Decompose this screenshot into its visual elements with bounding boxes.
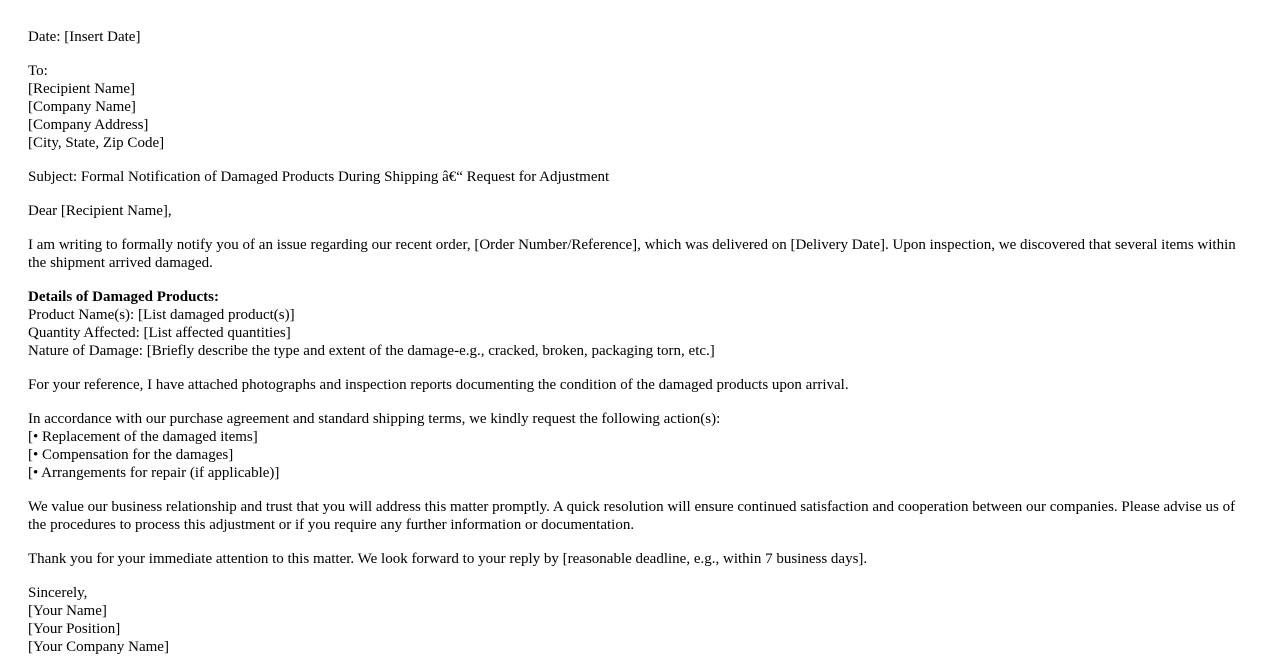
request-section [28, 410, 1250, 482]
recipient-company: [Company Name] [28, 99, 136, 115]
reference-paragraph [28, 376, 1250, 394]
closing-company: [Your Company Name] [28, 639, 169, 655]
request-item: [• Replacement of the damaged items] [28, 429, 258, 445]
date-section [28, 28, 1250, 46]
to-label: To: [28, 63, 48, 79]
closing-block [28, 584, 1250, 656]
value-text: We value our business relationship and trust that you will address this matter promptly. A quick resolution will ensure continued satisfaction and cooperation between our companies. Please advise us of the procedures to process this adjustment or if you require any further information or documentation. [28, 499, 1236, 533]
subject-line: Subject: Formal Notification of Damaged Products During Shipping â€“ Request for Adjustment [28, 169, 610, 185]
details-section [28, 288, 1250, 360]
request-item: [• Arrangements for repair (if applicable)] [28, 465, 280, 481]
request-item: [• Compensation for the damages] [28, 447, 234, 463]
recipient-block [28, 62, 1250, 152]
details-nature: Nature of Damage: [Briefly describe the type and extent of the damage-e.g., cracked, broken, packaging torn, etc.] [28, 343, 715, 359]
salutation-section [28, 202, 1250, 220]
closing-position: [Your Position] [28, 621, 121, 637]
details-product-names: Product Name(s): [List damaged product(s)] [28, 307, 295, 323]
reference-text: For your reference, I have attached photographs and inspection reports documenting the condition of the damaged products upon arrival. [28, 377, 849, 393]
recipient-address: [Company Address] [28, 117, 149, 133]
recipient-name: [Recipient Name] [28, 81, 136, 97]
intro-paragraph [28, 236, 1250, 272]
letter-document [28, 28, 1250, 672]
details-quantity: Quantity Affected: [List affected quantities] [28, 325, 291, 341]
closing-name: [Your Name] [28, 603, 107, 619]
recipient-city: [City, State, Zip Code] [28, 135, 165, 151]
details-heading: Details of Damaged Products: [28, 289, 219, 305]
intro-text: I am writing to formally notify you of an issue regarding our recent order, [Order Number/Reference], which was delivered on [Delivery Date]. Upon inspection, we discovered that several items within the shipment arrived damaged. [28, 237, 1236, 271]
date-line: Date: [Insert Date] [28, 29, 141, 45]
salutation: Dear [Recipient Name], [28, 203, 172, 219]
subject-section [28, 168, 1250, 186]
request-intro: In accordance with our purchase agreement and standard shipping terms, we kindly request the following action(s): [28, 411, 721, 427]
thanks-paragraph [28, 550, 1250, 568]
closing-signoff: Sincerely, [28, 585, 88, 601]
thanks-text: Thank you for your immediate attention to this matter. We look forward to your reply by [reasonable deadline, e.g., within 7 business days]. [28, 551, 868, 567]
value-paragraph [28, 498, 1250, 534]
